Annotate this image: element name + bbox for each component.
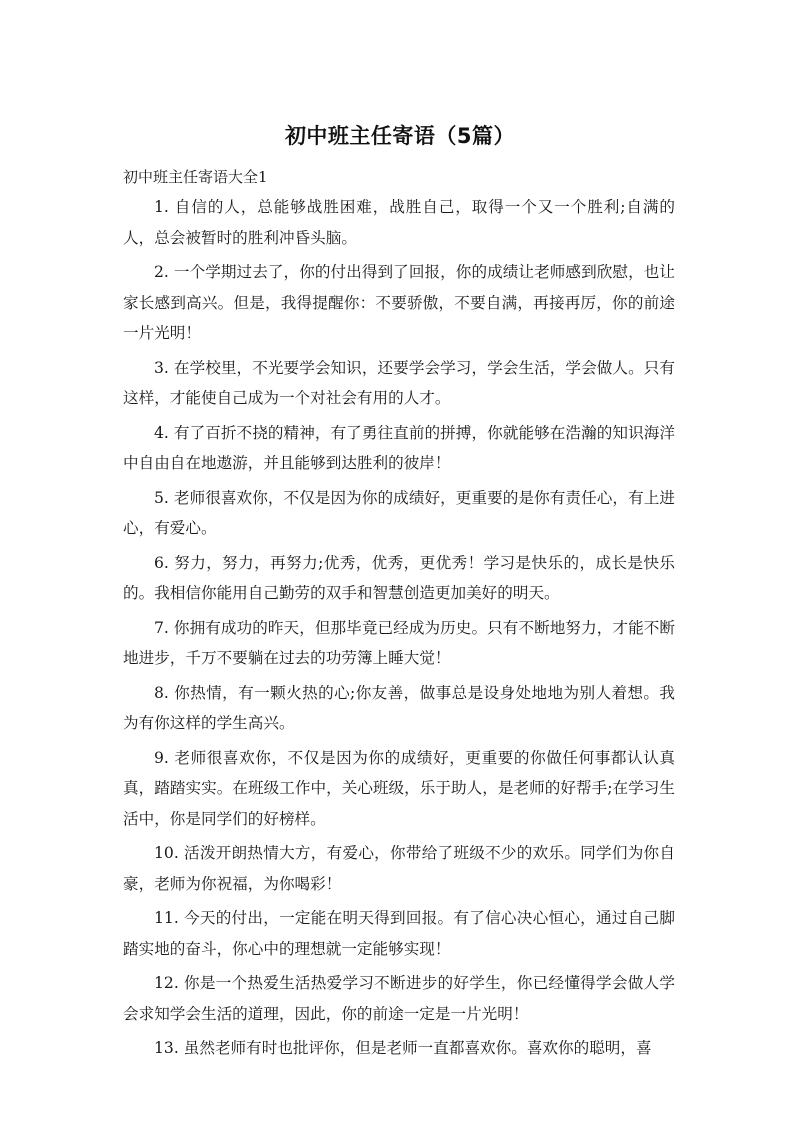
paragraph-7: 7. 你拥有成功的昨天，但那毕竟已经成为历史。只有不断地努力，才能不断地进步，千万不要躺在过去的功劳簿上睡大觉！ — [123, 618, 675, 667]
document-title: 初中班主任寄语（5篇） — [284, 124, 516, 148]
paragraph-9: 9. 老师很喜欢你，不仅是因为你的成绩好，更重要的你做任何事都认认真真，踏踏实实。在班级工作中，关心班级，乐于助人，是老师的好帮手;在学习生活中，你是同学们的好榜样。 — [123, 748, 675, 828]
paragraph-1: 1. 自信的人，总能够战胜困难，战胜自己，取得一个又一个胜利;自满的人，总会被暂时的胜利冲昏头脑。 — [123, 198, 675, 247]
paragraph-3: 3. 在学校里，不光要学会知识，还要学会学习，学会生活，学会做人。只有这样，才能使自己成为一个对社会有用的人才。 — [123, 358, 675, 407]
paragraph-13: 13. 虽然老师有时也批评你，但是老师一直都喜欢你。喜欢你的聪明，喜 — [154, 1039, 652, 1057]
paragraph-6: 6. 努力，努力，再努力;优秀，优秀，更优秀！学习是快乐的，成长是快乐的。我相信你能用自己勤劳的双手和智慧创造更加美好的明天。 — [123, 553, 675, 602]
section-heading: 初中班主任寄语大全1 — [123, 168, 268, 186]
paragraph-12: 12. 你是一个热爱生活热爱学习不断进步的好学生，你已经懂得学会做人学会求知学会生活的道理，因此，你的前途一定是一片光明！ — [123, 974, 675, 1023]
paragraph-11: 11. 今天的付出，一定能在明天得到回报。有了信心决心恒心，通过自己脚踏实地的奋斗，你心中的理想就一定能够实现！ — [123, 909, 675, 958]
paragraph-8: 8. 你热情，有一颗火热的心;你友善，做事总是设身处地地为别人着想。我为有你这样的学生高兴。 — [123, 683, 675, 732]
paragraph-2: 2. 一个学期过去了，你的付出得到了回报，你的成绩让老师感到欣慰，也让家长感到高兴。但是，我得提醒你：不要骄傲，不要自满，再接再厉，你的前途一片光明！ — [123, 263, 675, 342]
paragraph-5: 5. 老师很喜欢你，不仅是因为你的成绩好，更重要的是你有责任心，有上进心，有爱心。 — [123, 488, 675, 537]
paragraph-4: 4. 有了百折不挠的精神，有了勇往直前的拼搏，你就能够在浩瀚的知识海洋中自由自在地遨游，并且能够到达胜利的彼岸！ — [123, 423, 675, 472]
document-body — [123, 192, 675, 1068]
paragraph-10: 10. 活泼开朗热情大方，有爱心，你带给了班级不少的欢乐。同学们为你自豪，老师为你祝福，为你喝彩！ — [123, 844, 675, 893]
